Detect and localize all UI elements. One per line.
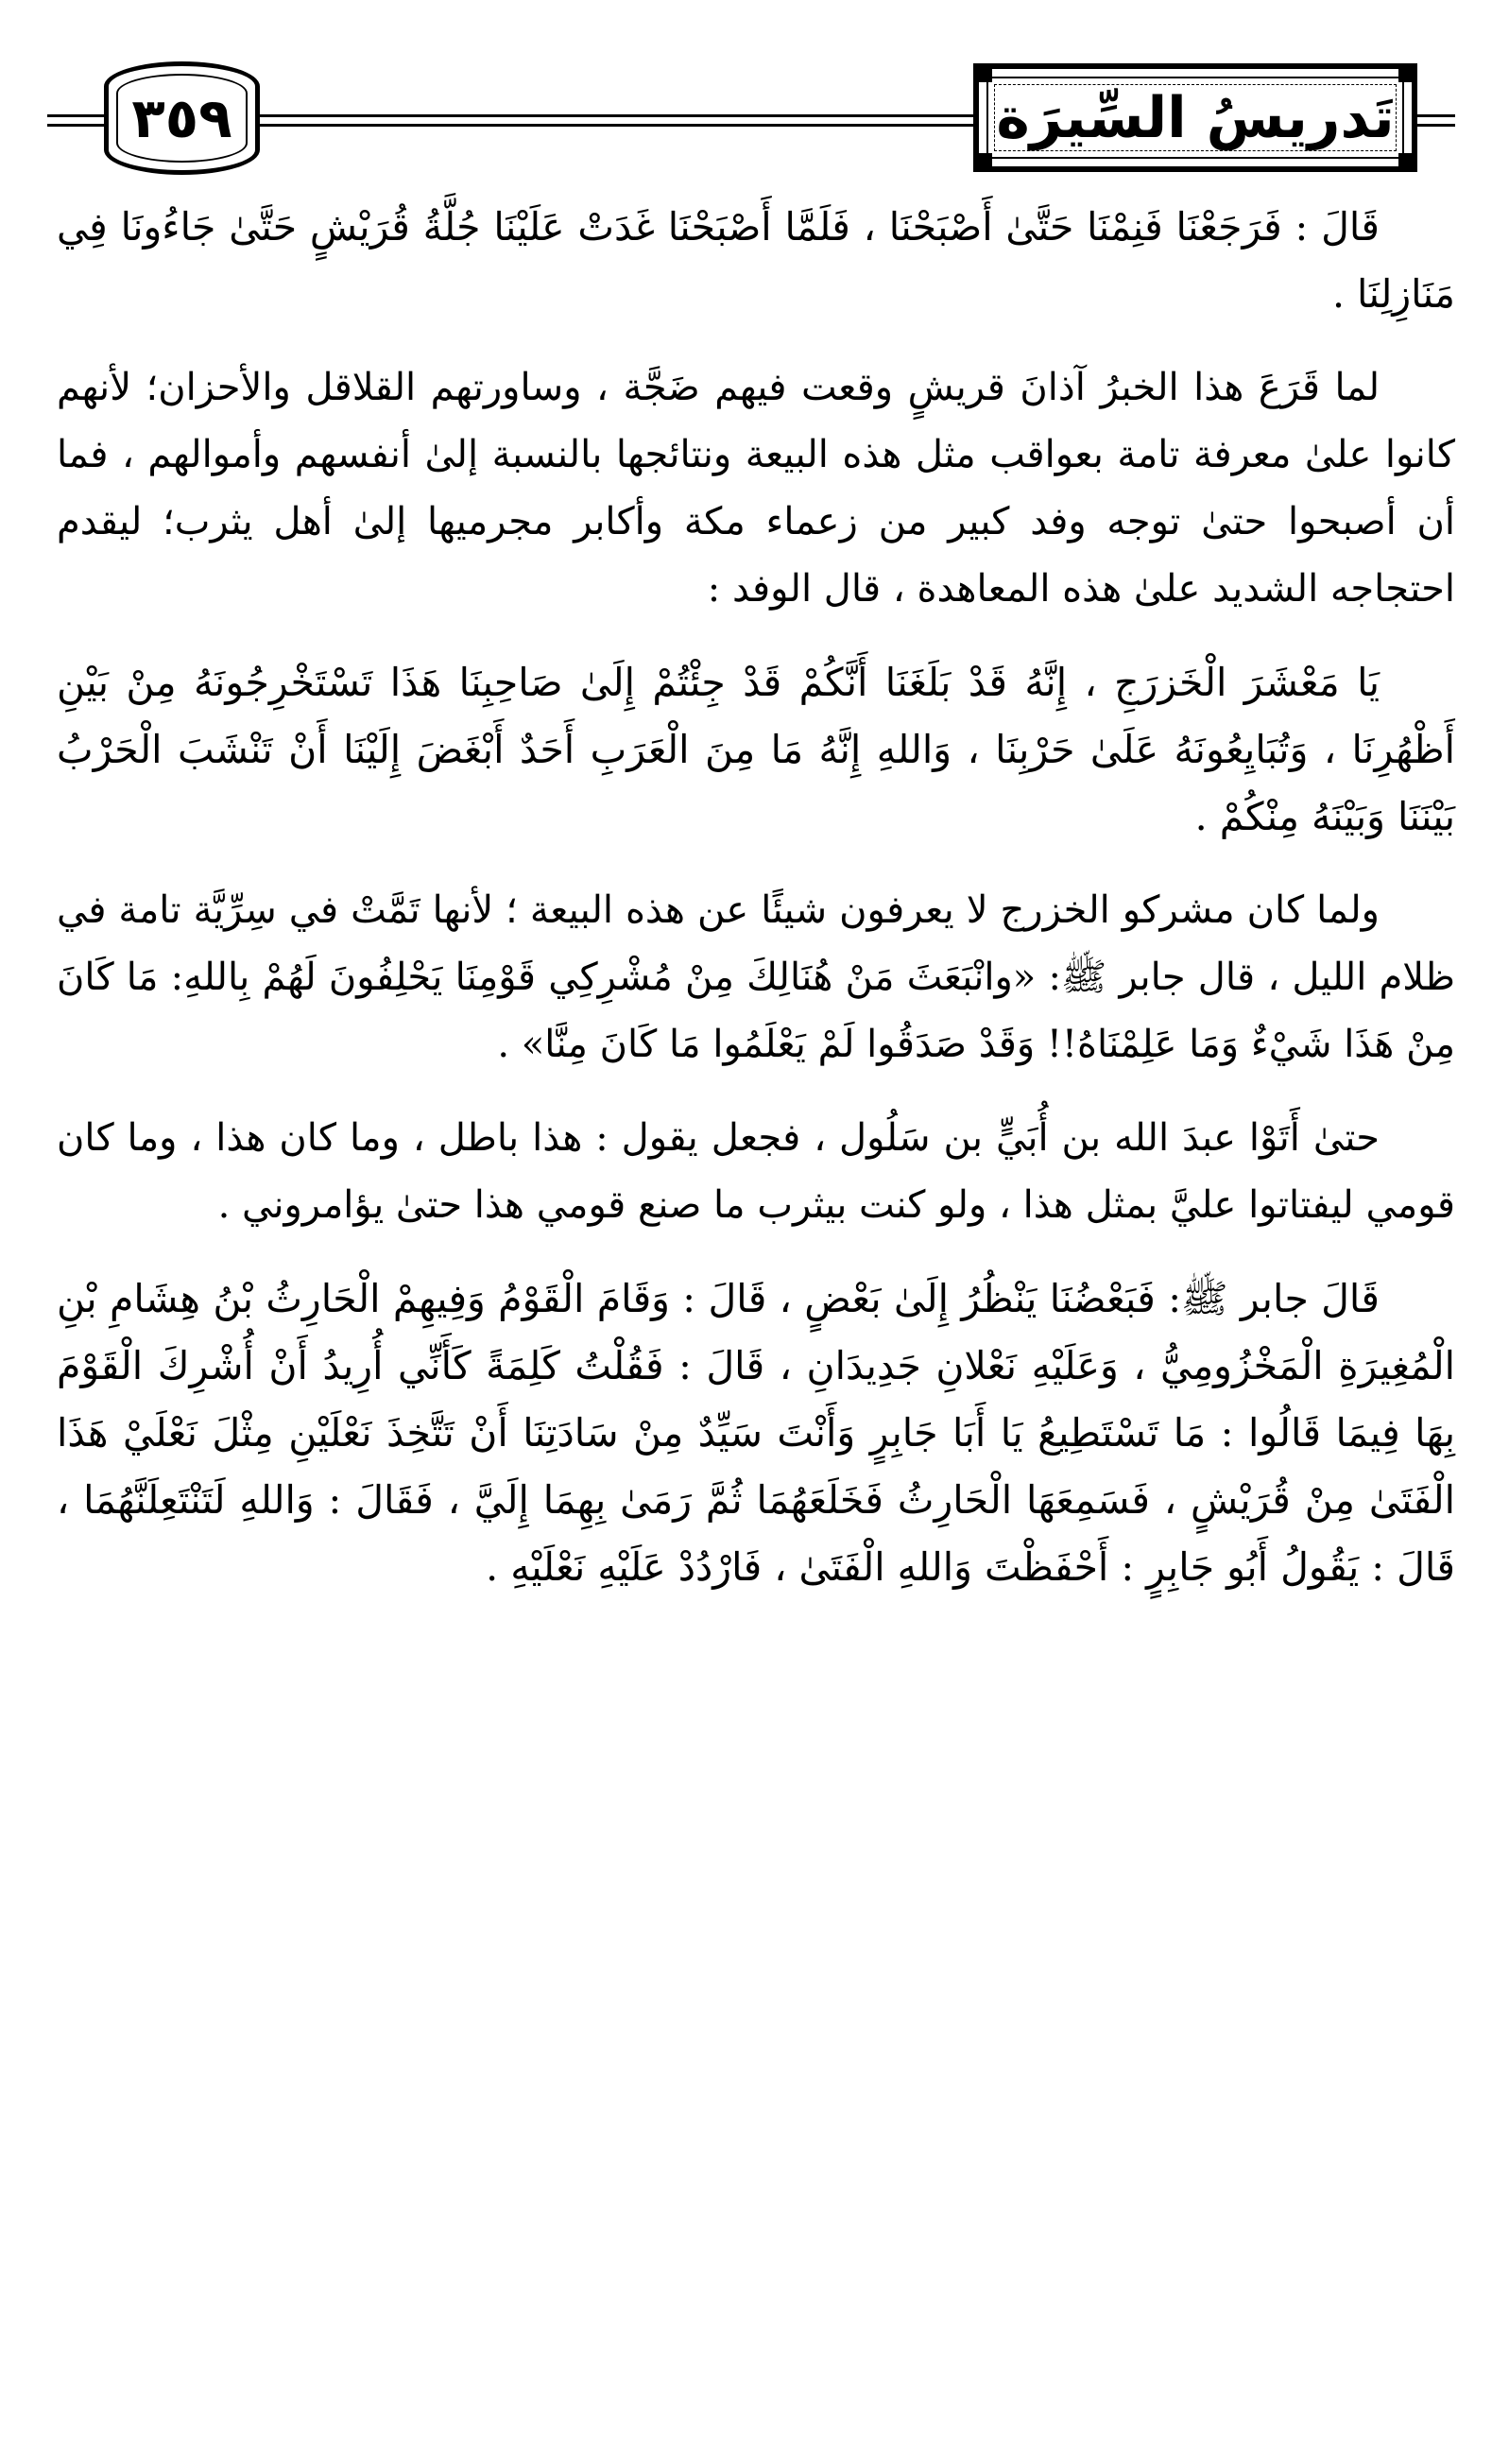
paragraph-quote: يَا مَعْشَرَ الْخَزرَجِ ، إِنَّهُ قَدْ بَلَغَنَا أَنَّكُمْ قَدْ جِئْتُمْ إِلَىٰ صَاحِبِنَا هَذَا تَسْتَخْرِجُونَهُ مِنْ بَيْنِ أَظْهُرِنَا ، وَتُبَايِعُونَهُ عَلَىٰ حَرْبِنَا ، وَاللهِ إِنَّهُ مَا مِنَ الْعَرَبِ أَحَدٌ أَبْغَضَ إِلَيْنَا أَنْ تَنْشَبَ الْحَرْبُ بَيْنَنَا وَبَيْنَهُ مِنْكُمْ . (57, 660, 1455, 839)
paragraph-quote: قَالَ جابر ﷺ: فَبَعْضُنَا يَنْظُرُ إِلَىٰ بَعْضٍ ، قَالَ : وَقَامَ الْقَوْمُ وَفِيهِمْ الْحَارِثُ بْنُ هِشَامِ بْنِ الْمُغِيرَةِ الْمَخْزُومِيُّ ، وَعَلَيْهِ نَعْلانِ جَدِيدَانِ ، قَالَ : فَقُلْتُ كَلِمَةً كَأَنِّي أُرِيدُ أَنْ أُشْرِكَ الْقَوْمَ بِهَا فِيمَا قَالُوا : مَا تَسْتَطِيعُ يَا أَبَا جَابِرٍ وَأَنْتَ سَيِّدٌ مِنْ سَادَتِنَا أَنْ تَتَّخِذَ نَعْلَيْنِ مِثْلَ نَعْلَيْ هَذَا الْفَتَىٰ مِنْ قُرَيْشٍ ، فَسَمِعَهَا الْحَارِثُ فَخَلَعَهُمَا ثُمَّ رَمَىٰ بِهِمَا إِلَيَّ ، فَقَالَ : وَاللهِ لَتَنْتَعِلَنَّهُمَا ، قَالَ : يَقُولُ أَبُو جَابِرٍ : أَحْفَظْتَ وَاللهِ الْفَتَىٰ ، فَارْدُدْ عَلَيْهِ نَعْلَيْهِ . (57, 1276, 1455, 1590)
page-number-frame (104, 61, 260, 175)
book-title-frame (973, 63, 1417, 172)
paragraph: ولما كان مشركو الخزرج لا يعرفون شيئًا عن هذه البيعة ؛ لأنها تَمَّتْ في سِرِّيَّة تامة في ظلام الليل ، قال جابر ﷺ: «وانْبَعَثَ مَنْ هُنَالِكَ مِنْ مُشْرِكِي قَوْمِنَا يَحْلِفُونَ لَهُمْ بِاللهِ: مَا كَانَ مِنْ هَذَا شَيْءٌ وَمَا عَلِمْنَاهُ!! وَقَدْ صَدَقُوا لَمْ يَعْلَمُوا مَا كَانَ مِنَّا» . (57, 888, 1455, 1066)
book-title: تَدريسُ السِّيرَة (996, 84, 1395, 151)
page-number: ٣٥٩ (131, 86, 232, 150)
frame-corner-ornament (975, 65, 992, 82)
frame-corner-ornament (1398, 153, 1415, 170)
page-body (57, 194, 1455, 1628)
paragraph: لما قَرَعَ هذا الخبرُ آذانَ قريشٍ وقعت فيهم ضَجَّة ، وساورتهم القلاقل والأحزان؛ لأنهم كانوا علىٰ معرفة تامة بعواقب مثل هذه البيعة ونتائجها بالنسبة إلىٰ أنفسهم وأموالهم ، فما أن أصبحوا حتىٰ توجه وفد كبير من زعماء مكة وأكابر مجرميها إلىٰ أهل يثرب؛ ليقدم احتجاجه الشديد علىٰ هذه المعاهدة ، قال الوفد : (57, 366, 1455, 611)
paragraph: حتىٰ أَتَوْا عبدَ الله بن أُبَيٍّ بن سَلُول ، فجعل يقول : هذا باطل ، وما كان هذا ، وما كان قومي ليفتاتوا عليَّ بمثل هذا ، ولو كنت بيثرب ما صنع قومي هذا حتىٰ يؤامروني . (57, 1116, 1455, 1227)
page-header (47, 52, 1455, 184)
frame-corner-ornament (975, 153, 992, 170)
paragraph-quote: قَالَ : فَرَجَعْنَا فَنِمْنَا حَتَّىٰ أَصْبَحْنَا ، فَلَمَّا أَصْبَحْنَا غَدَتْ عَلَيْنَا جُلَّةُ قُرَيْشٍ حَتَّىٰ جَاءُونَا فِي مَنَازِلِنَا . (57, 204, 1455, 317)
frame-corner-ornament (1398, 65, 1415, 82)
